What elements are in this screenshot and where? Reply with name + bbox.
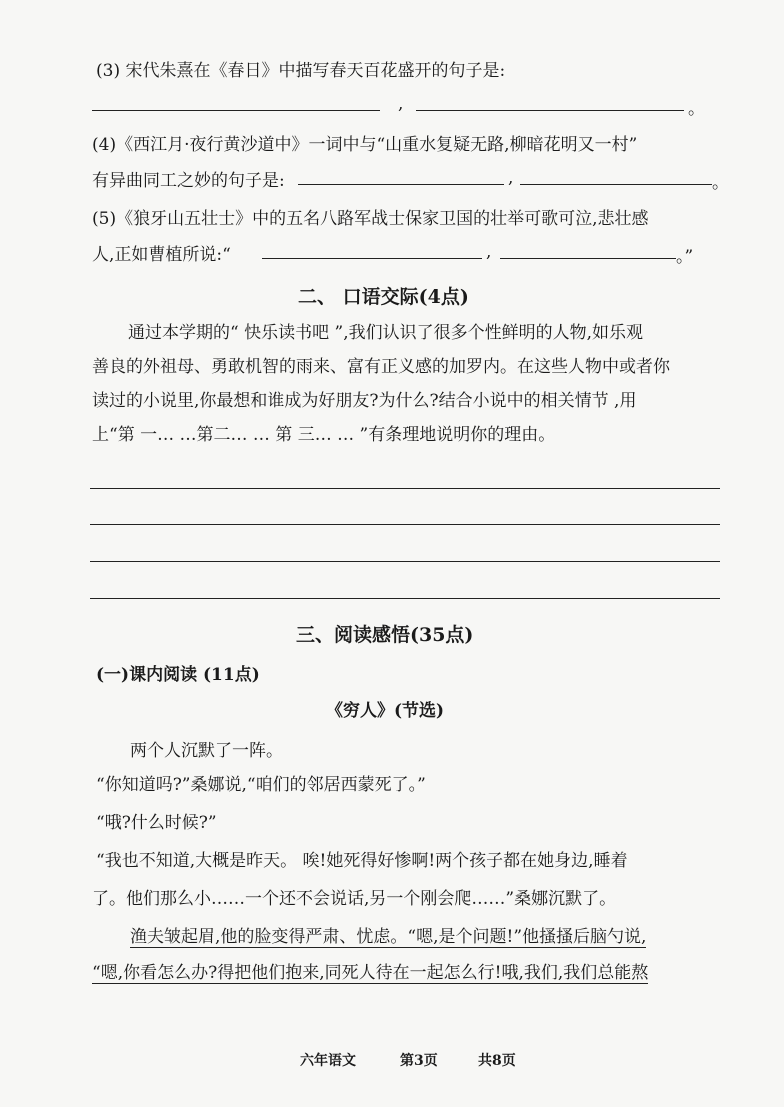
footer-subject: 六年语文 (300, 1053, 356, 1069)
question-3-prompt: (3) 宋代朱熹在《春日》中描写春天百花盛开的句子是: (96, 61, 506, 81)
writing-line[interactable] (90, 488, 720, 489)
section-3-title: 三、阅读感悟(35点) (296, 624, 474, 646)
section-2-title: 二、 口语交际(4点) (298, 286, 469, 308)
section-2-paragraph-line: 读过的小说里,你最想和谁成为好朋友?为什么?结合小说中的相关情节 ,用 (92, 391, 637, 411)
answer-blank-5a[interactable] (262, 258, 482, 259)
passage-line: “哦?什么时候?” (96, 813, 217, 833)
passage-line: “我也不知道,大概是昨天。 唉!她死得好惨啊!两个孩子都在她身边,睡着 (96, 851, 628, 871)
section-2-paragraph-line: 通过本学期的“ 快乐读书吧 ”,我们认识了很多个性鲜明的人物,如乐观 (128, 323, 643, 343)
passage-line: 了。他们那么小……一个还不会说话,另一个刚会爬……”桑娜沉默了。 (92, 889, 617, 909)
passage-title: 《穷人》(节选) (326, 701, 445, 721)
passage-line-underlined: “嗯,你看怎么办?得把他们抱来,同死人待在一起怎么行!哦,我们,我们总能熬 (92, 958, 648, 984)
writing-line[interactable] (90, 561, 720, 562)
end-period: 。 (688, 99, 705, 119)
end-quote: 。” (676, 247, 694, 267)
question-4-prompt-line2: 有异曲同工之妙的句子是: (92, 171, 285, 191)
question-5-prompt-line1: (5)《狼牙山五壮士》中的五名八路军战士保家卫国的壮举可歌可泣,悲壮感 (92, 209, 649, 229)
writing-line[interactable] (90, 524, 720, 525)
separator-comma: , (398, 94, 404, 114)
answer-blank-4b[interactable] (520, 184, 712, 185)
question-4-prompt-line1: (4)《西江月·夜行黄沙道中》一词中与“山重水复疑无路,柳暗花明又一村” (92, 135, 638, 155)
separator-comma: , (486, 242, 492, 262)
footer-page: 第3页 (400, 1053, 438, 1069)
section-2-paragraph-line: 上“第 一… …第二… … 第 三… … ”有条理地说明你的理由。 (92, 425, 556, 445)
section-2-paragraph-line: 善良的外祖母、勇敢机智的雨来、富有正义感的加罗内。在这些人物中或者你 (92, 357, 670, 377)
footer-total: 共8页 (478, 1053, 516, 1069)
separator-comma: , (508, 168, 514, 188)
end-period: 。 (712, 173, 729, 193)
answer-blank-3a[interactable] (92, 110, 380, 111)
passage-line-underlined: 渔夫皱起眉,他的脸变得严肃、忧虑。“嗯,是个问题!”他搔搔后脑勺说, (130, 922, 646, 948)
answer-blank-5b[interactable] (500, 258, 676, 259)
answer-blank-3b[interactable] (416, 110, 684, 111)
passage-line: 两个人沉默了一阵。 (130, 741, 283, 761)
question-5-prompt-line2: 人,正如曹植所说:“ (92, 245, 231, 265)
passage-line: “你知道吗?”桑娜说,“咱们的邻居西蒙死了。” (96, 775, 426, 795)
answer-blank-4a[interactable] (298, 184, 504, 185)
subsection-title: (一)课内阅读 (11点) (96, 665, 260, 685)
writing-line[interactable] (90, 598, 720, 599)
